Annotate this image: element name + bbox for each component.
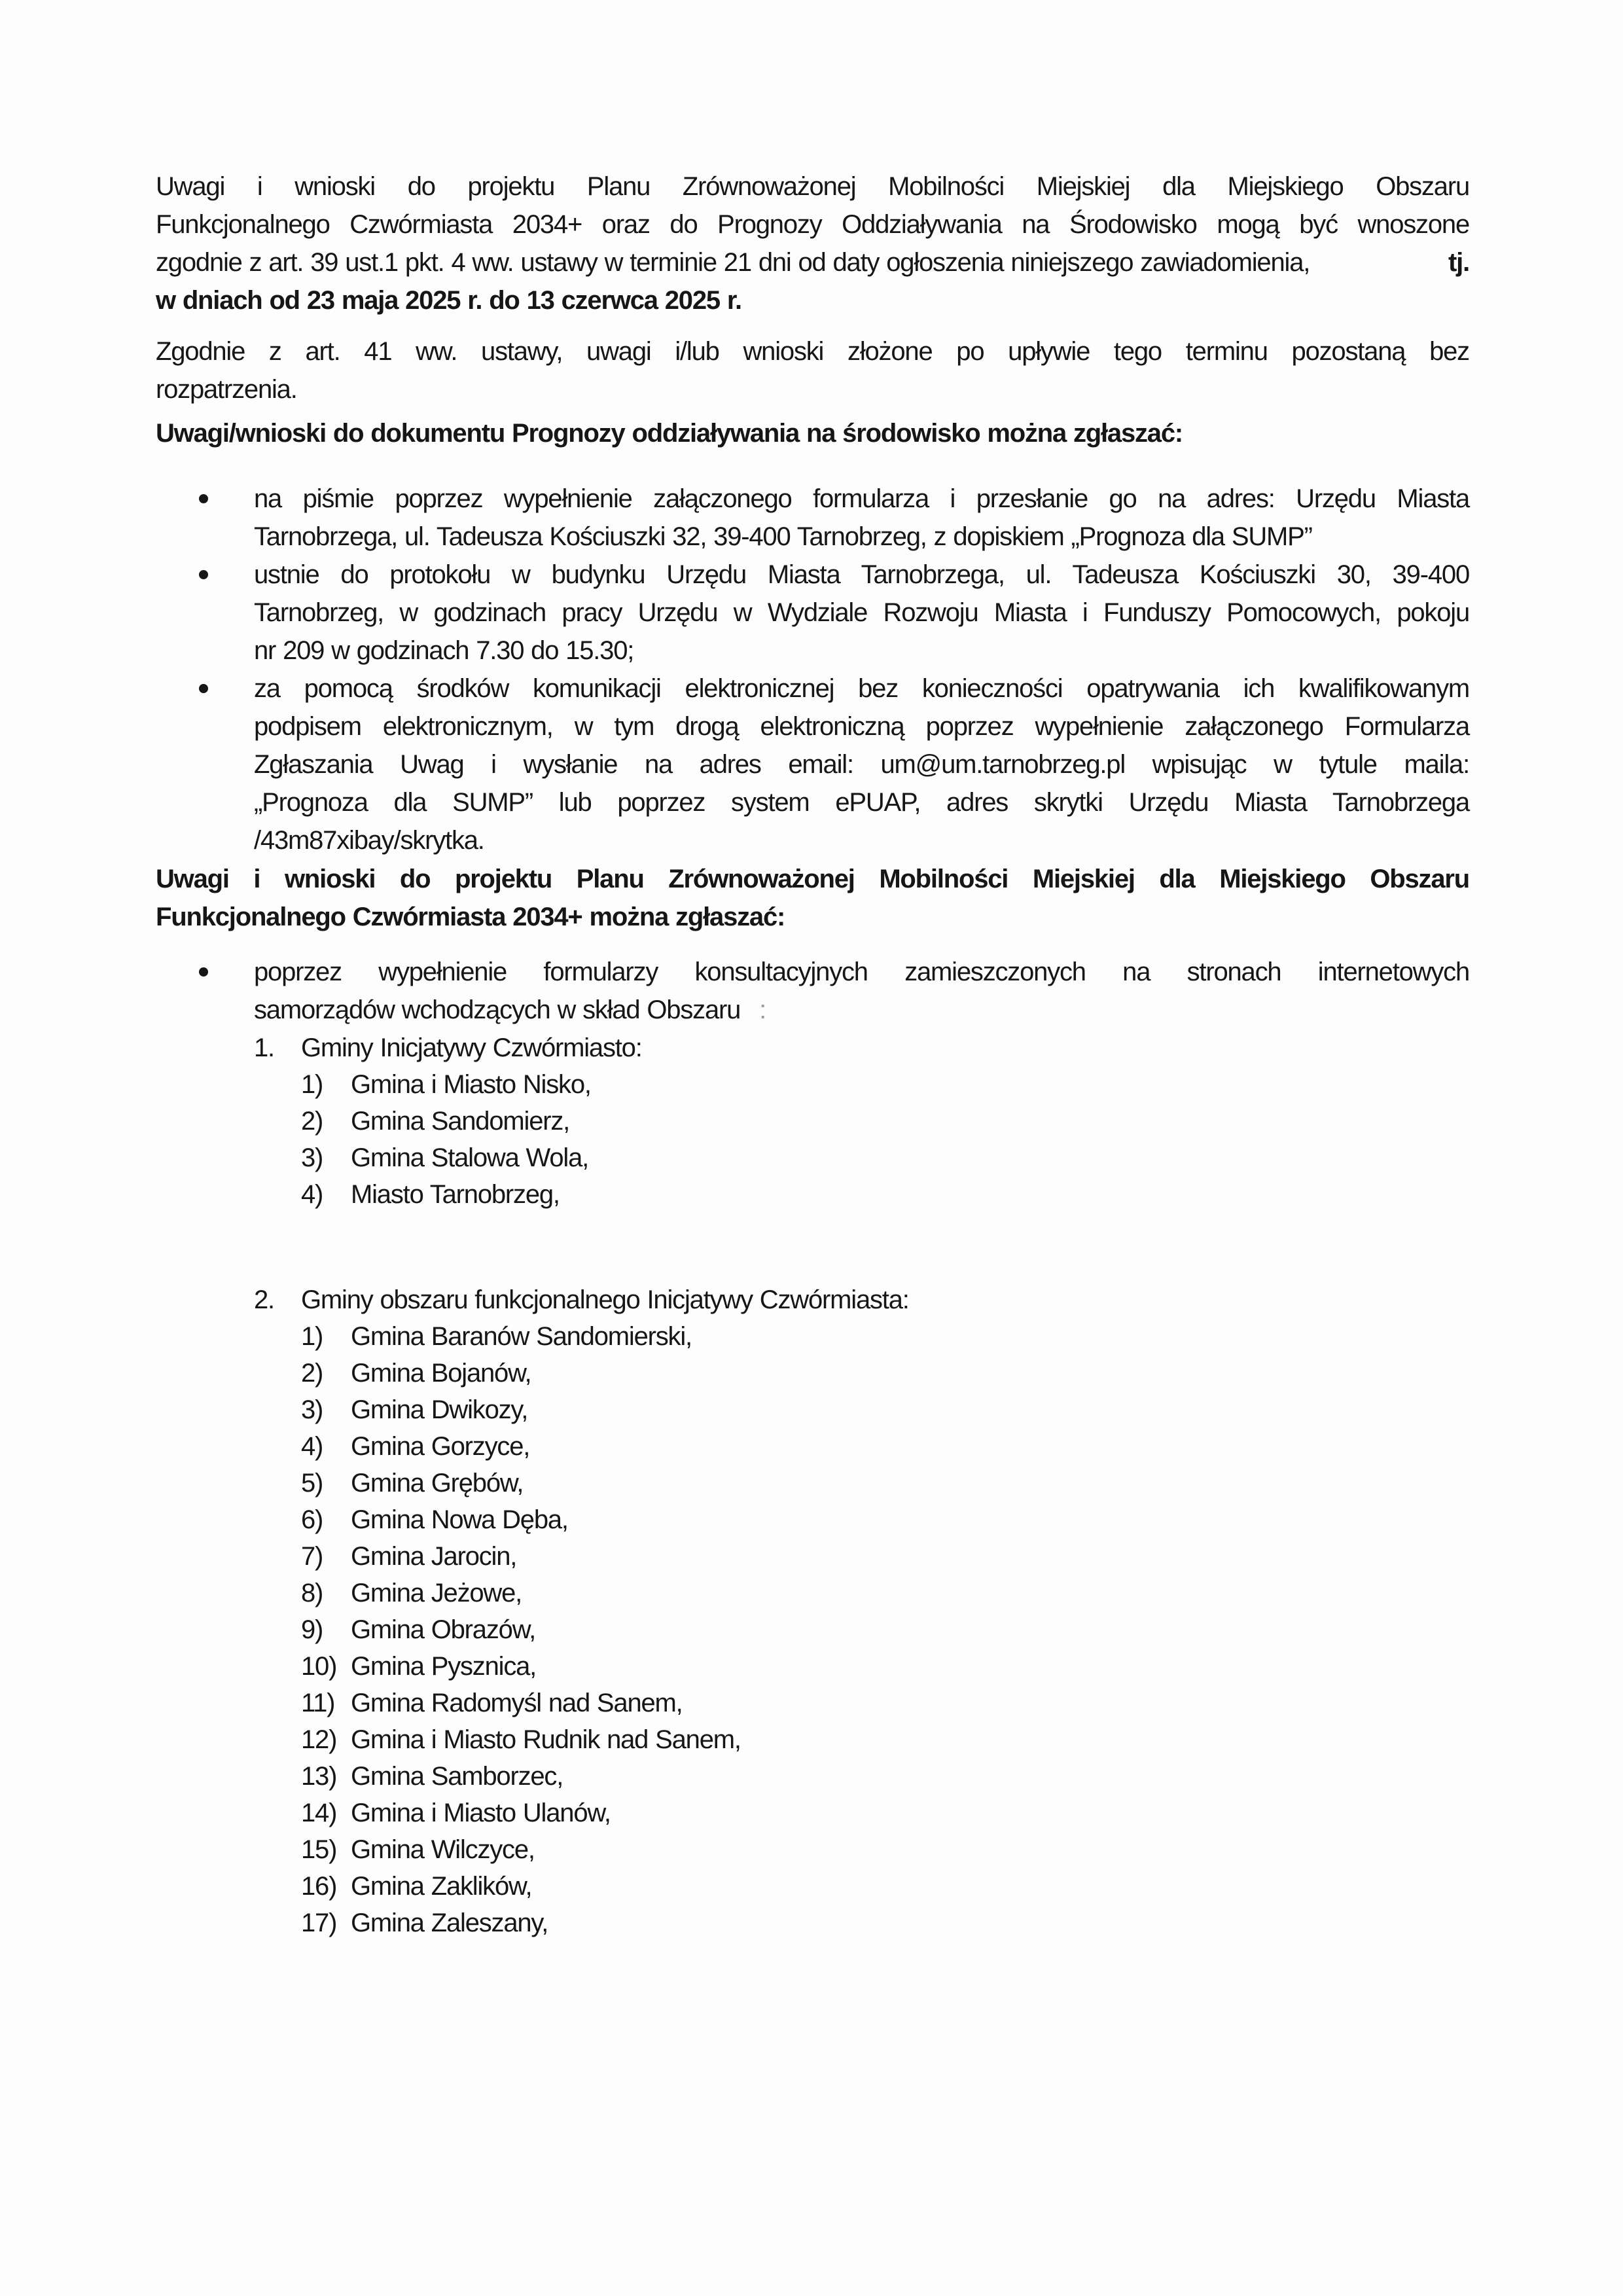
group-number: 2.	[254, 1285, 274, 1314]
municipality-list-item	[0, 1905, 1623, 1941]
municipality-list-item	[0, 1176, 1623, 1213]
municipality-name: Gmina i Miasto Ulanów,	[351, 1799, 611, 1827]
bullet-icon	[199, 684, 208, 693]
trailing-colon: :	[759, 996, 766, 1024]
municipality-list-item	[0, 1758, 1623, 1795]
municipality-list-item	[0, 1139, 1623, 1176]
item-number: 6)	[301, 1505, 323, 1534]
paragraph-line-text: zgodnie z art. 39 ust.1 pkt. 4 ww. ustawy w terminie 21 dni od daty ogłoszenia niniejszego zawiadomienia,	[156, 248, 1310, 277]
bullet-icon	[199, 494, 208, 503]
item-number: 17)	[301, 1909, 337, 1937]
section2	[156, 860, 1469, 936]
item-number: 1)	[301, 1322, 323, 1351]
municipality-list-item	[0, 1648, 1623, 1685]
municipality-list-item	[0, 1831, 1623, 1868]
bullet-line-text: samorządów wchodzących w skład Obszaru	[254, 996, 741, 1024]
item-number: 1)	[301, 1070, 323, 1099]
municipality-name: Gmina Jarocin,	[351, 1542, 517, 1571]
section2-heading-line: Uwagi i wnioski do projektu Planu Zrównoważonej Mobilności Miejskiej dla Miejskiego Obszaru	[156, 865, 1469, 893]
deadline-dates: w dniach od 23 maja 2025 r. do 13 czerwca 2025 r.	[156, 286, 741, 315]
paragraph-line: rozpatrzenia.	[156, 375, 297, 404]
item-number: 15)	[301, 1835, 337, 1864]
group-title: Gminy obszaru funkcjonalnego Inicjatywy Czwórmiasta:	[301, 1285, 909, 1314]
bullet-line: Tarnobrzeg, w godzinach pracy Urzędu w Wydziale Rozwoju Miasta i Funduszy Pomocowych, pokoju	[254, 598, 1469, 627]
municipality-list-item	[0, 1795, 1623, 1831]
municipality-list-item	[0, 1611, 1623, 1648]
bullet-icon	[199, 570, 208, 579]
item-number: 3)	[301, 1143, 323, 1172]
item-number: 2)	[301, 1359, 323, 1388]
bullet-line: poprzez wypełnienie formularzy konsultacyjnych zamieszczonych na stronach internetowych	[254, 958, 1469, 986]
municipality-name: Gmina Obrazów,	[351, 1615, 536, 1644]
municipality-list-item	[0, 1868, 1623, 1905]
municipality-name: Gmina Dwikozy,	[351, 1395, 528, 1424]
paragraph-line: Funkcjonalnego Czwórmiasta 2034+ oraz do Prognozy Oddziaływania na Środowisko mogą być wnoszone	[156, 210, 1469, 239]
bullet-line: nr 209 w godzinach 7.30 do 15.30;	[254, 636, 634, 665]
bullet-line: za pomocą środków komunikacji elektronicznej bez konieczności opatrywania ich kwalifikowanym	[254, 674, 1469, 703]
municipality-list-item	[0, 1685, 1623, 1721]
municipality-list-item	[0, 1428, 1623, 1465]
municipality-list-item	[0, 1538, 1623, 1575]
bullet-line: na piśmie poprzez wypełnienie załączonego formularza i przesłanie go na adres: Urzędu Miasta	[254, 484, 1469, 513]
group-number: 1.	[254, 1033, 274, 1062]
paragraph-line: Uwagi i wnioski do projektu Planu Zrównoważonej Mobilności Miejskiej dla Miejskiego Obszaru	[156, 172, 1469, 201]
municipality-name: Gmina Pysznica,	[351, 1652, 537, 1681]
intro-paragraph	[156, 168, 1469, 319]
item-number: 16)	[301, 1872, 337, 1901]
section1	[156, 414, 1469, 452]
item-number: 2)	[301, 1107, 323, 1136]
municipality-list-item	[0, 1066, 1623, 1103]
bullet-line: podpisem elektronicznym, w tym drogą elektroniczną poprzez wypełnienie załączonego Formularza	[254, 712, 1469, 741]
municipality-name: Gmina Zaleszany,	[351, 1909, 548, 1937]
municipality-list-item	[0, 1721, 1623, 1758]
municipality-name: Miasto Tarnobrzeg,	[351, 1180, 560, 1209]
bullet-icon	[199, 967, 208, 977]
group-heading	[0, 1030, 1623, 1066]
bullet-line: „Prognoza dla SUMP” lub poprzez system ePUAP, adres skrytki Urzędu Miasta Tarnobrzega	[254, 788, 1469, 817]
municipality-list-item	[0, 1391, 1623, 1428]
bullet-line: /43m87xibay/skrytka.	[254, 826, 484, 855]
item-number: 3)	[301, 1395, 323, 1424]
municipality-name: Gmina Sandomierz,	[351, 1107, 570, 1136]
municipality-list-item	[0, 1501, 1623, 1538]
bullet-line: Tarnobrzega, ul. Tadeusza Kościuszki 32, 39-400 Tarnobrzeg, z dopiskiem „Prognoza dla SUMP”	[254, 522, 1312, 551]
item-number: 14)	[301, 1799, 337, 1827]
municipality-list-item	[0, 1355, 1623, 1391]
municipality-name: Gmina Stalowa Wola,	[351, 1143, 589, 1172]
item-number: 4)	[301, 1432, 323, 1461]
item-number: 10)	[301, 1652, 337, 1681]
late-submission-paragraph	[156, 332, 1469, 408]
municipality-name: Gmina i Miasto Nisko,	[351, 1070, 591, 1099]
bullet-line	[254, 991, 1469, 1029]
municipality-list-item	[0, 1103, 1623, 1139]
paragraph-line-bold-tail: tj.	[1448, 248, 1469, 277]
municipality-name: Gmina i Miasto Rudnik nad Sanem,	[351, 1725, 741, 1754]
municipality-name: Gmina Baranów Sandomierski,	[351, 1322, 692, 1351]
item-number: 4)	[301, 1180, 323, 1209]
group-title: Gminy Inicjatywy Czwórmiasto:	[301, 1033, 642, 1062]
item-number: 11)	[301, 1689, 335, 1717]
municipality-name: Gmina Grębów,	[351, 1469, 524, 1498]
section2-heading-line: Funkcjonalnego Czwórmiasta 2034+ można zgłaszać:	[156, 903, 785, 931]
municipality-name: Gmina Wilczyce,	[351, 1835, 535, 1864]
item-number: 7)	[301, 1542, 323, 1571]
municipality-name: Gmina Nowa Dęba,	[351, 1505, 568, 1534]
item-number: 13)	[301, 1762, 337, 1791]
municipality-name: Gmina Jeżowe,	[351, 1579, 522, 1607]
item-number: 9)	[301, 1615, 323, 1644]
item-number: 12)	[301, 1725, 337, 1754]
group-heading	[0, 1282, 1623, 1318]
municipality-list-item	[0, 1465, 1623, 1501]
bullet-line: Zgłaszania Uwag i wysłanie na adres email: um@um.tarnobrzeg.pl wpisując w tytule maila:	[254, 750, 1469, 779]
paragraph-line: Zgodnie z art. 41 ww. ustawy, uwagi i/lub wnioski złożone po upływie tego terminu pozostaną bez	[156, 337, 1469, 366]
municipality-name: Gmina Radomyśl nad Sanem,	[351, 1689, 683, 1717]
municipality-name: Gmina Samborzec,	[351, 1762, 563, 1791]
municipality-list-item	[0, 1318, 1623, 1355]
municipality-name: Gmina Bojanów,	[351, 1359, 531, 1388]
section1-heading: Uwagi/wnioski do dokumentu Prognozy oddziaływania na środowisko można zgłaszać:	[156, 419, 1183, 448]
municipality-name: Gmina Gorzyce,	[351, 1432, 530, 1461]
item-number: 5)	[301, 1469, 323, 1498]
bullet-line: ustnie do protokołu w budynku Urzędu Miasta Tarnobrzega, ul. Tadeusza Kościuszki 30, 39-400	[254, 560, 1469, 589]
municipality-name: Gmina Zaklików,	[351, 1872, 532, 1901]
paragraph-line	[156, 243, 1469, 281]
item-number: 8)	[301, 1579, 323, 1607]
municipality-list-item	[0, 1575, 1623, 1611]
